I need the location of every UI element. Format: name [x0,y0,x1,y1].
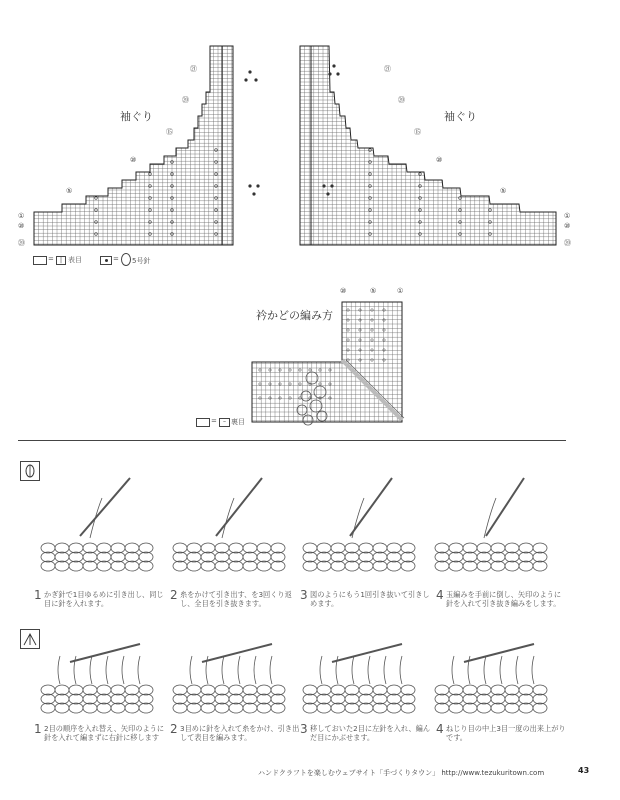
row-marker: ⑤ [66,187,73,195]
row-marker: ⑳ [182,96,189,104]
row-marker: ⑩ [436,156,443,164]
step-number: 1 [34,588,42,602]
collar-marker: ⑤ [370,287,377,295]
step-number: 2 [170,588,178,602]
page-number: 43 [578,766,590,775]
step-2-2 [170,722,300,742]
step-2-1 [34,722,165,742]
step-text: 移しておいた2目に左針を入れ、編んだ目にかぶせます。 [310,724,431,742]
step-text: 2目の順序を入れ替え、矢印のように針を入れて編まずに右針に移します [44,724,165,742]
step-text: 玉編みを手前に倒し、矢印のように針を入れて引き抜き編みをします。 [446,590,562,608]
step-number: 3 [300,722,308,736]
knit-symbol-icon: | [56,256,66,265]
row-marker: ㉑ [190,65,197,73]
step-text: かぎ針で1目ゆるめに引き出し、同じ目に針を入れます。 [44,590,164,608]
row-marker: ⑳ [398,96,405,104]
row-marker: ⑤ [500,187,507,195]
step-number: 4 [436,722,444,736]
collar-chart-title: 衿かどの編み方 [256,309,333,322]
step-2-4 [436,722,566,742]
row-marker: ① [18,212,25,220]
footer-site-text: ハンドクラフトを楽しむウェブサイト「手づくりタウン」 http://www.tezukuritown.com [258,769,545,777]
collar-marker: ⑩ [340,287,347,295]
right-chart-label: 袖ぐり [444,110,477,123]
legend-eq2: = [113,255,119,263]
row-marker: ⑩ [564,222,571,230]
legend-bobble-label: 5号針 [132,257,151,265]
row-marker: ① [564,212,571,220]
step-text: 図のようにもう1回引き抜いて引きしめます。 [310,590,430,608]
left-chart-label: 袖ぐり [120,110,153,123]
legend-knit-label: 表目 [68,256,82,264]
step-number: 4 [436,588,444,602]
step-number: 2 [170,722,178,736]
legend-eq: = [211,417,217,425]
step-text: 3目めに針を入れて糸をかけ、引き出して表目を編みます。 [180,724,300,742]
step-number: 3 [300,588,308,602]
step-number: 1 [34,722,42,736]
legend-eq: = [48,255,54,263]
row-marker: ⑮ [166,128,173,136]
row-marker: ⑩ [130,156,137,164]
collar-marker: ① [397,287,404,295]
row-marker: ㉑ [384,65,391,73]
purl-symbol-icon: – [219,418,230,427]
step-text: 糸をかけて引き出す、を3回くり返し、全目を引き抜きます。 [180,590,292,608]
step-text: ねじり目の中上3目一度の出来上がりです。 [446,724,566,742]
row-marker: ⑩ [18,222,25,230]
legend-purl-label: 裏目 [231,418,245,426]
row-marker: ⑳ [564,239,571,247]
step-2-3 [300,722,431,742]
row-marker: ⑮ [414,128,421,136]
row-marker: ⑳ [18,239,25,247]
